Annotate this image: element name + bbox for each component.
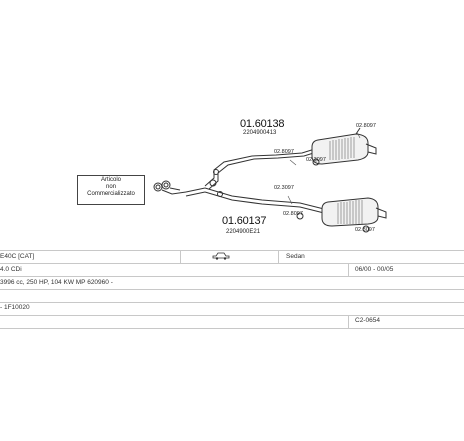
code-top-mid: 02.8097 [274,149,294,155]
row-divider [0,263,464,264]
col-divider [278,250,279,263]
row-divider [0,276,464,277]
engine-cell: 4.0 CDi [0,266,22,273]
notice-line-1: Articolo [100,177,121,183]
row-divider [0,289,464,290]
ref-cell: C2-0654 [355,317,380,324]
notice-line-2: non [105,184,116,190]
car-icon [212,252,230,262]
code-mid: 02.3097 [274,185,294,191]
not-available-notice [77,175,145,205]
model-cell: E40C [CAT] [0,253,35,260]
code-top-hanger: 02.3097 [306,157,326,163]
row-divider [0,302,464,303]
col-divider [348,315,349,328]
row-divider [0,328,464,329]
col-divider [348,263,349,276]
code-bottom-right: 02.8097 [355,227,375,233]
code-bottom-hanger: 02.8097 [283,211,303,217]
part-number-1: 01.60138 [240,118,285,130]
col-divider [180,250,181,263]
specs-cell: 3996 cc, 250 HP, 104 KW MP 620960 - [0,279,113,286]
row-divider [0,315,464,316]
code-top-right: 02.8097 [356,123,376,129]
part-number-2: 01.60137 [222,215,267,227]
upper-pipe [205,148,320,189]
part-oe-1: 2204900413 [243,130,277,136]
code-line-cell: - 1F10020 [0,304,30,311]
row-divider [0,250,464,251]
part-oe-2: 2204900E21 [226,229,261,235]
years-cell: 06/00 - 00/05 [355,266,394,273]
body-type-cell: Sedan [286,253,305,260]
notice-line-3: Commercializzato [87,191,135,197]
front-pipe [154,181,205,196]
lower-pipe [205,188,324,213]
